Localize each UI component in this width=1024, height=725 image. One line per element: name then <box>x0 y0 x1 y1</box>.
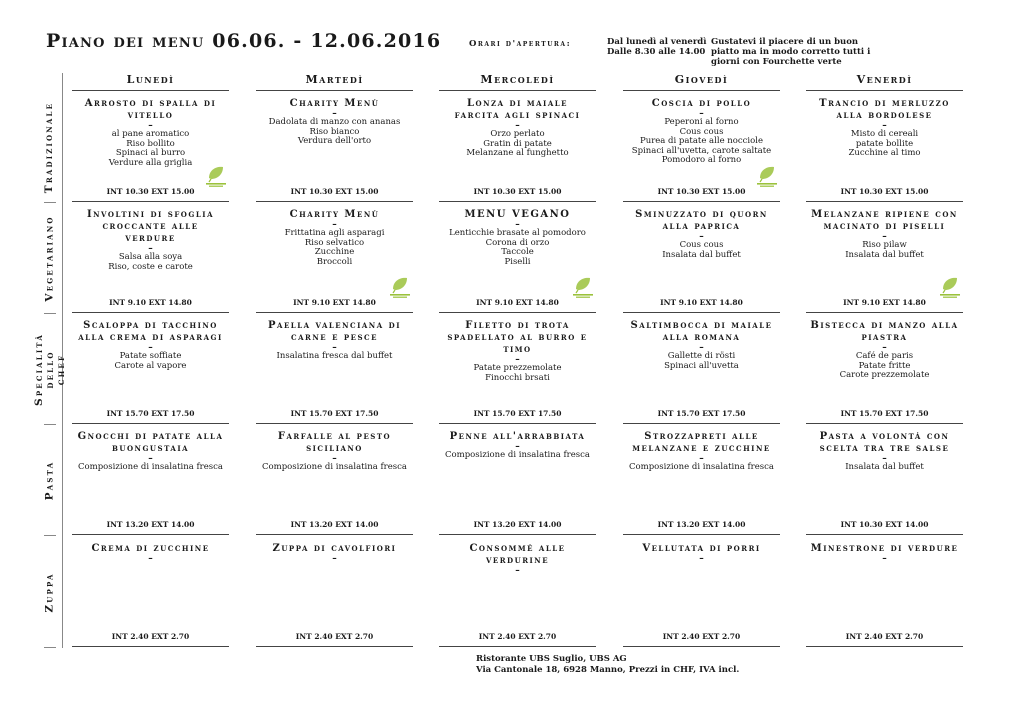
menu-cell <box>72 425 229 535</box>
menu-cell <box>439 92 596 202</box>
side-dish: Composizione di insalatina fresca <box>629 462 774 472</box>
day-header-underline <box>72 90 229 91</box>
day-header-underline <box>623 90 780 91</box>
side-dish: Patate prezzemolate <box>473 363 562 373</box>
dish-name: Crema di zucchine <box>91 543 210 554</box>
cell-bottom-rule <box>806 312 963 313</box>
side-dish: Orzo perlato <box>490 129 545 139</box>
price: INT 15.70 EXT 17.50 <box>290 409 379 418</box>
row-label <box>33 425 67 535</box>
dish-separator: – <box>148 343 153 353</box>
day-header: Lunedì <box>126 73 175 86</box>
cell-bottom-rule <box>623 534 780 535</box>
dish-separator: – <box>148 454 153 464</box>
menu-cell <box>623 425 780 535</box>
dish-name: Arrosto di spalla di vitello <box>84 98 217 121</box>
price: INT 9.10 EXT 14.80 <box>476 298 559 307</box>
side-dish: Spinaci al burro <box>115 148 186 158</box>
dish-name: Involtini di sfoglia croccante alle verdure <box>86 209 215 244</box>
dish-separator: – <box>148 121 153 131</box>
footer <box>476 654 739 676</box>
opening-hours <box>607 37 706 57</box>
cell-bottom-rule <box>72 312 229 313</box>
dish-name: Zuppa di cavolfiori <box>272 543 397 554</box>
fourchette-verte-logo-icon <box>205 164 227 188</box>
side-dish: Carote al vapore <box>114 360 187 371</box>
price: INT 13.20 EXT 14.00 <box>290 520 379 529</box>
side-dish: Patate soffiate <box>119 351 182 361</box>
price: INT 9.10 EXT 14.80 <box>843 298 926 307</box>
dish-separator: – <box>515 566 520 576</box>
fourchette-verte-logo-icon <box>572 275 594 299</box>
dish-name: Coscia di pollo <box>651 98 752 109</box>
menu-cell <box>623 537 780 647</box>
price: INT 13.20 EXT 14.00 <box>473 520 562 529</box>
price: INT 2.40 EXT 2.70 <box>295 632 374 641</box>
dish-separator: – <box>699 343 704 353</box>
dish-separator: – <box>148 554 153 564</box>
cell-bottom-rule <box>72 646 229 647</box>
fourchette-verte-logo-icon <box>939 275 961 299</box>
menu-cell <box>72 92 229 202</box>
side-dish: Riso bianco <box>309 126 360 137</box>
menu-cell <box>806 203 963 313</box>
side-dish: Broccoli <box>316 256 353 267</box>
cell-bottom-rule <box>439 312 596 313</box>
cell-bottom-rule <box>806 646 963 647</box>
side-dish: Composizione di insalatina fresca <box>78 462 223 472</box>
dish-separator: – <box>515 442 520 452</box>
dish-name: Consommé alle verdurine <box>469 543 566 566</box>
side-dish: Pomodoro al forno <box>661 155 742 165</box>
side-dish: Verdure alla griglia <box>108 157 193 168</box>
dish-separator: – <box>699 109 704 119</box>
side-dish: Corona di orzo <box>485 237 550 248</box>
cell-bottom-rule <box>256 312 413 313</box>
row-label-text: Zuppa <box>43 571 56 613</box>
price: INT 10.30 EXT 14.00 <box>840 520 929 529</box>
menu-cell <box>256 203 413 313</box>
dish-separator: – <box>332 554 337 564</box>
row-label <box>33 92 67 202</box>
row-label-text: Tradizionale <box>43 101 56 193</box>
side-dish: Spinaci all'uvetta, carote saltate <box>631 145 772 156</box>
dish-name: MENU VEGANO <box>464 209 571 220</box>
side-dish: al pane aromatico <box>111 129 190 139</box>
dish-name: Trancio di merluzzo alla bordolese <box>819 98 950 121</box>
menu-cell <box>806 425 963 535</box>
menu-cell <box>439 537 596 647</box>
side-dish: Misto di cereali <box>850 129 919 139</box>
menu-cell <box>256 425 413 535</box>
footer-restaurant: Ristorante UBS Suglio, UBS AG <box>476 654 627 664</box>
side-dish: Insalata dal buffet <box>845 462 924 472</box>
price: INT 10.30 EXT 15.00 <box>840 187 929 196</box>
side-dish: Dadolata di manzo con ananas <box>268 117 401 127</box>
side-dish: Lenticchie brasate al pomodoro <box>449 228 586 238</box>
row-label-text: Specialità dello chef <box>32 332 67 406</box>
cell-bottom-rule <box>623 201 780 202</box>
menu-cell <box>72 203 229 313</box>
dish-name: Saltimbocca di maiale alla romana <box>630 320 773 343</box>
side-dish: Zucchine <box>314 247 355 257</box>
side-dish: Cous cous <box>679 240 724 250</box>
dish-name: Charity Menù <box>289 209 380 220</box>
side-dish: Purea di patate alle nocciole <box>640 136 763 146</box>
fourchette-verte-logo-icon <box>389 275 411 299</box>
price: INT 13.20 EXT 14.00 <box>657 520 746 529</box>
price: INT 15.70 EXT 17.50 <box>840 409 929 418</box>
price: INT 2.40 EXT 2.70 <box>111 632 190 641</box>
dish-separator: – <box>332 220 337 230</box>
dish-name: Paella valenciana di carne e pesce <box>268 320 401 343</box>
price: INT 10.30 EXT 15.00 <box>473 187 562 196</box>
dish-separator: – <box>148 244 153 254</box>
menu-cell <box>806 537 963 647</box>
page-title: Piano dei menu 06.06. - 12.06.2016 <box>46 30 442 52</box>
side-dish: Riso selvatico <box>304 237 365 248</box>
cell-bottom-rule <box>806 534 963 535</box>
menu-cell <box>439 425 596 535</box>
price: INT 15.70 EXT 17.50 <box>657 409 746 418</box>
cell-bottom-rule <box>806 423 963 424</box>
menu-cell <box>806 314 963 424</box>
dish-name: Bistecca di manzo alla piastra <box>810 320 959 343</box>
side-dish: Composizione di insalatina fresca <box>445 450 590 460</box>
cell-bottom-rule <box>439 534 596 535</box>
side-dish: Spinaci all'uvetta <box>664 360 739 371</box>
opening-hours-label: Orari d'apertura: <box>469 39 572 49</box>
dish-name: Lonza di maiale farcita agli spinaci <box>454 98 581 121</box>
dish-name: Farfalle al pesto siciliano <box>277 431 392 454</box>
menu-cell <box>439 314 596 424</box>
menu-cell <box>256 314 413 424</box>
menu-cell <box>806 92 963 202</box>
slogan: Gustatevi il piacere di un buon piatto ma in modo corretto tutti i giorni con Fourchette verte <box>711 37 871 67</box>
side-dish: Insalatina fresca dal buffet <box>276 351 393 361</box>
cell-bottom-rule <box>256 201 413 202</box>
price: INT 2.40 EXT 2.70 <box>845 632 924 641</box>
cell-bottom-rule <box>256 646 413 647</box>
dish-name: Melanzane ripiene con macinato di piselli <box>811 209 958 232</box>
side-dish: Melanzane al funghetto <box>466 148 569 158</box>
side-dish: Café de paris <box>855 351 914 361</box>
price: INT 10.30 EXT 15.00 <box>106 187 195 196</box>
price: INT 9.10 EXT 14.80 <box>660 298 743 307</box>
day-header: Venerdì <box>856 73 913 86</box>
cell-bottom-rule <box>806 201 963 202</box>
price: INT 9.10 EXT 14.80 <box>293 298 376 307</box>
side-dish: Cous cous <box>679 126 724 137</box>
dish-name: Scaloppa di tacchino alla crema di asparagi <box>78 320 223 343</box>
menu-cell <box>72 314 229 424</box>
side-dish: Taccole <box>501 247 534 257</box>
price: INT 2.40 EXT 2.70 <box>662 632 741 641</box>
day-header-underline <box>806 90 963 91</box>
opening-hours-line-2: Dalle 8.30 alle 14.00 <box>607 47 706 57</box>
cell-bottom-rule <box>439 423 596 424</box>
cell-bottom-rule <box>623 646 780 647</box>
price: INT 13.20 EXT 14.00 <box>106 520 195 529</box>
side-dish: Insalata dal buffet <box>662 249 741 260</box>
side-dish: Salsa alla soya <box>118 252 183 262</box>
side-dish: Insalata dal buffet <box>845 249 924 260</box>
price: INT 9.10 EXT 14.80 <box>109 298 192 307</box>
day-header: Martedì <box>305 73 364 86</box>
side-dish: Gratin di patate <box>483 138 552 149</box>
side-dish: Carote prezzemolate <box>839 370 930 380</box>
cell-bottom-rule <box>623 423 780 424</box>
cell-bottom-rule <box>72 423 229 424</box>
dish-separator: – <box>882 554 887 564</box>
row-label <box>33 203 67 313</box>
price: INT 10.30 EXT 15.00 <box>657 187 746 196</box>
dish-name: Strozzapreti alle melanzane e zucchine <box>632 431 771 454</box>
day-header: Mercoledì <box>480 73 555 86</box>
side-dish: Piselli <box>504 256 531 267</box>
dish-separator: – <box>882 343 887 353</box>
opening-hours-line-1: Dal lunedì al venerdì <box>607 37 707 47</box>
row-separator <box>44 647 56 648</box>
day-header: Giovedì <box>674 73 729 86</box>
dish-separator: – <box>515 121 520 131</box>
side-dish: Zucchine al timo <box>848 148 921 158</box>
menu-cell <box>623 203 780 313</box>
dish-name: Vellutata di porri <box>642 543 761 554</box>
side-dish: patate bollite <box>855 138 914 149</box>
dish-name: Charity Menù <box>289 98 380 109</box>
menu-cell <box>72 537 229 647</box>
cell-bottom-rule <box>72 201 229 202</box>
side-dish: Patate fritte <box>858 360 911 371</box>
price: INT 15.70 EXT 17.50 <box>106 409 195 418</box>
menu-cell <box>623 92 780 202</box>
row-separator <box>44 535 56 536</box>
menu-cell <box>439 203 596 313</box>
dish-separator: – <box>699 454 704 464</box>
fourchette-verte-logo-icon <box>756 164 778 188</box>
side-dish: Riso, coste e carote <box>108 261 193 272</box>
side-dish: Riso bollito <box>126 138 175 149</box>
cell-bottom-rule <box>623 312 780 313</box>
menu-cell <box>256 92 413 202</box>
side-dish: Riso pilaw <box>862 240 907 250</box>
side-dish: Finocchi brsati <box>485 372 550 383</box>
dish-name: Gnocchi di patate alla buongustaia <box>77 431 224 454</box>
dish-name: Minestrone di verdure <box>810 543 959 554</box>
cell-bottom-rule <box>439 646 596 647</box>
day-header-underline <box>256 90 413 91</box>
dish-name: Penne all'arrabbiata <box>449 431 586 442</box>
dish-separator: – <box>515 355 520 365</box>
side-dish: Gallette di rösti <box>667 351 736 361</box>
dish-separator: – <box>882 454 887 464</box>
row-label <box>33 314 67 424</box>
row-label-text: Pasta <box>43 460 56 500</box>
row-label <box>33 537 67 647</box>
dish-name: Sminuzzato di quorn alla paprica <box>635 209 768 232</box>
cell-bottom-rule <box>256 423 413 424</box>
dish-separator: – <box>332 343 337 353</box>
side-dish: Composizione di insalatina fresca <box>262 462 407 472</box>
cell-bottom-rule <box>256 534 413 535</box>
menu-cell <box>623 314 780 424</box>
side-dish: Peperoni al forno <box>664 117 739 127</box>
dish-separator: – <box>699 232 704 242</box>
dish-separator: – <box>332 454 337 464</box>
dish-separator: – <box>882 232 887 242</box>
dish-separator: – <box>882 121 887 131</box>
cell-bottom-rule <box>439 201 596 202</box>
dish-name: Filetto di trota spadellato al burro e timo <box>447 320 588 355</box>
price: INT 15.70 EXT 17.50 <box>473 409 562 418</box>
side-dish: Verdura dell'orto <box>297 136 372 146</box>
price: INT 10.30 EXT 15.00 <box>290 187 379 196</box>
day-header-underline <box>439 90 596 91</box>
dish-separator: – <box>515 220 520 230</box>
dish-separator: – <box>699 554 704 564</box>
side-dish: Frittatina agli asparagi <box>284 228 385 238</box>
dish-separator: – <box>332 109 337 119</box>
footer-address: Via Cantonale 18, 6928 Manno, Prezzi in CHF, IVA incl. <box>476 665 740 675</box>
row-label-text: Vegetariano <box>43 214 56 302</box>
price: INT 2.40 EXT 2.70 <box>478 632 557 641</box>
menu-cell <box>256 537 413 647</box>
dish-name: Pasta a volontá con scelta tra tre salse <box>819 431 950 454</box>
cell-bottom-rule <box>72 534 229 535</box>
